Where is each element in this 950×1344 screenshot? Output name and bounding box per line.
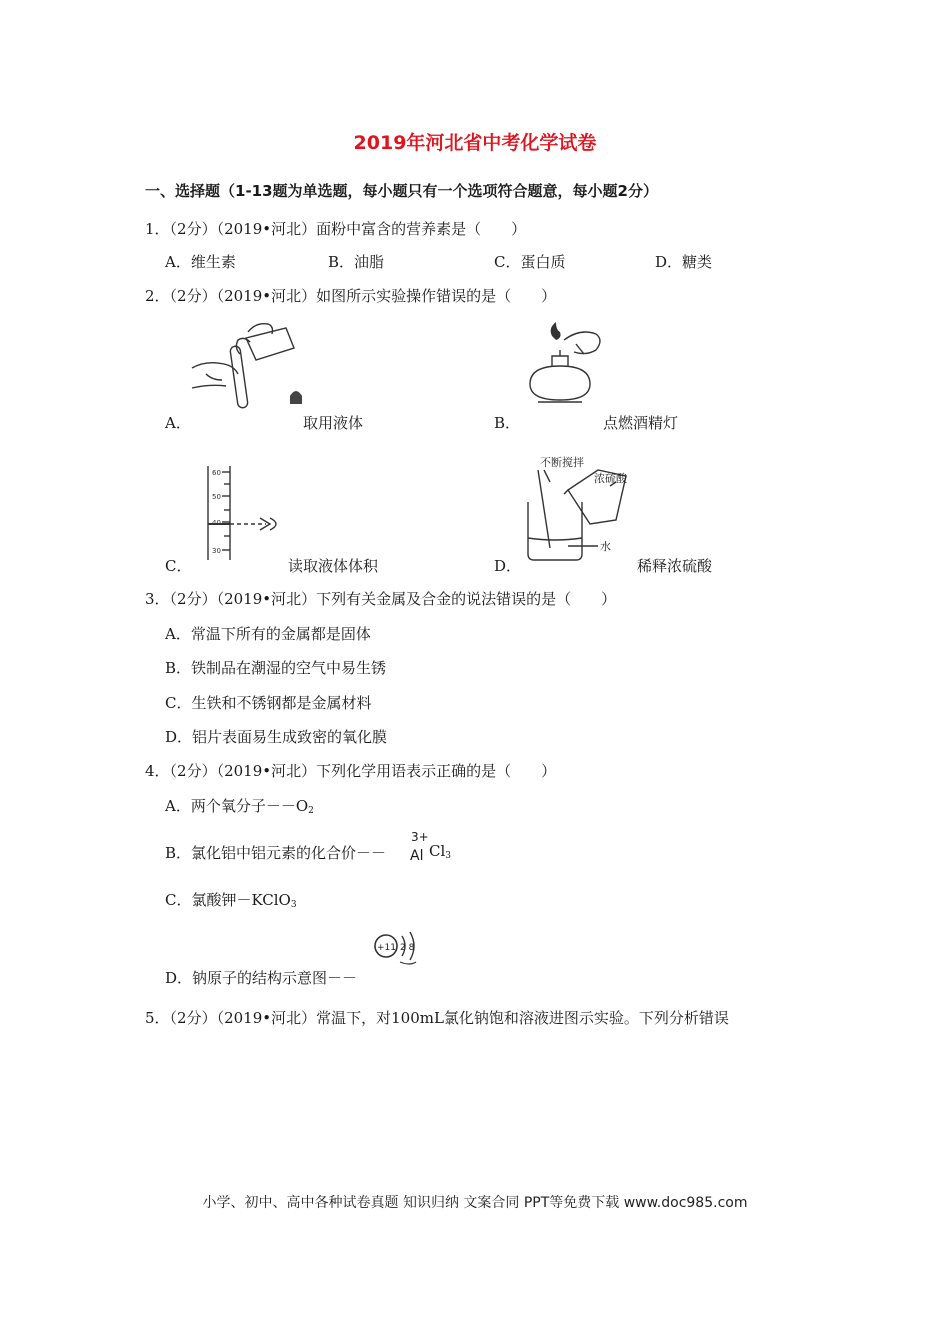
question-1-stem: 1．（2分）（2019•河北）面粉中富含的营养素是（ ） xyxy=(145,220,527,238)
q4-option-a-text: A．两个氧分子－－O xyxy=(165,797,309,815)
q3-option-b: B．铁制品在潮湿的空气中易生锈 xyxy=(165,659,387,677)
q2-option-d-caption: 稀释浓硫酸 xyxy=(637,557,713,575)
question-4-stem: 4．（2分）（2019•河北）下列化学用语表示正确的是（ ） xyxy=(145,762,557,780)
q4-option-d: D．钠原子的结构示意图－－ xyxy=(165,969,358,987)
q1-option-a: A．维生素 xyxy=(165,253,236,271)
tick-label-40: 40 xyxy=(212,519,221,527)
pour-liquid-figure xyxy=(186,318,306,414)
q1-option-c: C．蛋白质 xyxy=(494,253,566,271)
q1-option-d: D．糖类 xyxy=(655,253,713,271)
q2-option-a-caption: 取用液体 xyxy=(303,414,364,432)
dilute-acid-labels xyxy=(520,452,640,562)
document-title: 2019年河北省中考化学试卷 xyxy=(353,132,597,154)
q4-option-a-subscript: 2 xyxy=(308,806,314,816)
q2-option-d-letter: D． xyxy=(494,557,522,575)
q2-option-c-caption: 读取液体体积 xyxy=(288,557,379,575)
water-label: 水 xyxy=(600,540,611,553)
q4-option-b xyxy=(165,842,386,863)
aluminum-symbol: Al xyxy=(410,848,424,864)
q3-option-c: C．生铁和不锈钢都是金属材料 xyxy=(165,694,372,712)
q2-option-a-letter: A． xyxy=(165,414,191,432)
tick-label-60: 60 xyxy=(212,469,221,477)
q4-option-c-text: C．氯酸钾－KClO xyxy=(165,891,291,909)
acid-label: 浓硫酸 xyxy=(594,472,627,485)
valence-superscript: 3+ xyxy=(411,830,429,844)
q4-option-b-text: B．氯化铝中铝元素的化合价－－ xyxy=(165,844,387,862)
q1-option-b: B．油脂 xyxy=(328,253,385,271)
q2-option-b-caption: 点燃酒精灯 xyxy=(603,414,679,432)
q4-option-a xyxy=(165,795,314,816)
sodium-ion-structure-icon xyxy=(370,928,426,972)
nucleus-charge: +11 xyxy=(377,943,396,953)
q3-option-d: D．铝片表面易生成致密的氧化膜 xyxy=(165,728,388,746)
page-footer: 小学、初中、高中各种试卷真题 知识归纳 文案合同 PPT等免费下载 www.doc985.com xyxy=(202,1195,748,1211)
alcohol-lamp-figure xyxy=(516,322,606,412)
question-3-stem: 3．（2分）（2019•河北）下列有关金属及合金的说法错误的是（ ） xyxy=(145,590,617,608)
q4-option-c-subscript: 3 xyxy=(290,900,297,910)
tick-label-30: 30 xyxy=(212,547,221,555)
stir-label: 不断搅拌 xyxy=(540,456,584,469)
q4-option-c xyxy=(165,889,297,910)
question-2-stem: 2．（2分）（2019•河北）如图所示实验操作错误的是（ ） xyxy=(145,287,557,305)
q3-option-a: A．常温下所有的金属都是固体 xyxy=(165,625,371,643)
cylinder-tick-labels xyxy=(190,462,286,562)
electron-shells: 2 8 xyxy=(400,943,415,953)
q2-option-c-letter: C． xyxy=(165,557,192,575)
tick-label-50: 50 xyxy=(212,493,221,501)
question-5-stem: 5．（2分）（2019•河北）常温下，对100mL氯化钠饱和溶液进图示实验。下列分析错误 xyxy=(145,1009,729,1027)
section-heading: 一、选择题（1-13题为单选题，每小题只有一个选项符合题意，每小题2分） xyxy=(145,182,658,200)
q2-option-b-letter: B． xyxy=(494,414,521,432)
chloride-symbol: $Cl_3$ xyxy=(429,842,452,861)
